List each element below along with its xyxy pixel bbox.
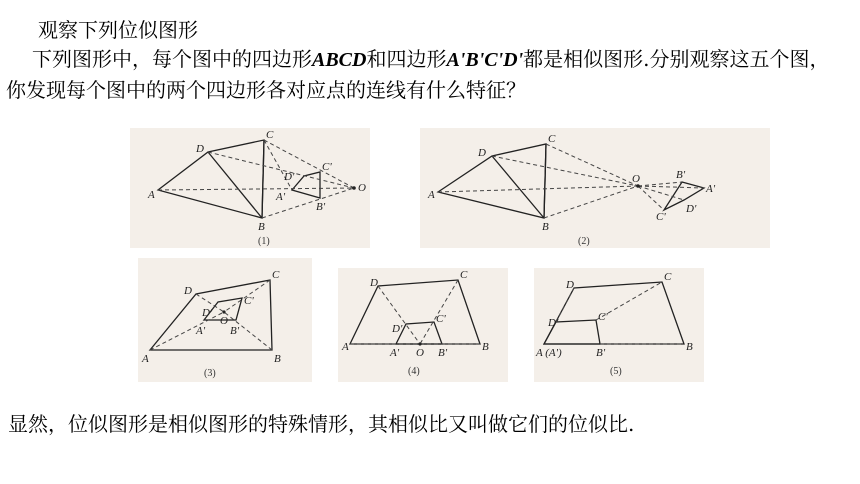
fig5-label-d: D (566, 279, 574, 291)
fig5-label-b1: B' (596, 347, 606, 359)
fig2-label-b: B (542, 221, 549, 233)
fig4-caption: (4) (408, 366, 420, 377)
question-paragraph (6, 44, 846, 105)
fig4-label-d: D (370, 277, 378, 289)
figure-3-panel (138, 258, 312, 382)
quad-a1b1c1d1: A'B'C'D' (446, 49, 524, 71)
fig4-label-a: A (342, 341, 349, 353)
figure-1-panel (130, 128, 370, 248)
fig3-label-b: B (274, 353, 281, 365)
fig1-label-a1: A' (276, 191, 286, 203)
fig3-label-o: O (220, 315, 228, 327)
section-heading: 观察下列位似图形 (38, 18, 198, 42)
fig4-label-d1: D' (392, 323, 403, 335)
fig4-label-b: B (482, 341, 489, 353)
figure-4-panel (338, 268, 508, 382)
fig3-label-d1: D' (202, 307, 213, 319)
figure-2 (420, 128, 770, 248)
fig3-caption: (3) (204, 368, 216, 379)
fig2-label-c1: C' (656, 211, 666, 223)
figure-5 (534, 268, 704, 382)
fig1-label-c: C (266, 129, 274, 141)
fig3-label-c: C (272, 269, 280, 281)
fig3-label-b1: B' (230, 325, 240, 337)
fig3-label-c1: C' (244, 295, 254, 307)
figure-5-panel (534, 268, 704, 382)
fig1-label-d: D (196, 143, 204, 155)
fig1-label-a: A (148, 189, 155, 201)
fig5-label-b: B (686, 341, 693, 353)
figure-3 (138, 258, 312, 382)
conclusion-text: 显然，位似图形是相似图形的特殊情形，其相似比又叫做它们的位似比. (8, 412, 635, 436)
para-part2: 和四边形 (366, 47, 447, 71)
fig5-caption: (5) (610, 366, 622, 377)
figure-2-panel (420, 128, 770, 248)
fig4-label-a1: A' (390, 347, 400, 359)
fig4-label-c1: C' (436, 313, 446, 325)
fig1-label-b: B (258, 221, 265, 233)
figure-4 (338, 268, 508, 382)
fig2-label-a: A (428, 189, 435, 201)
para-part3: 都是相似图形.分别观察这五个图，你发现每个图中的两个四边形各对应点的连线有什么特征？ (6, 47, 830, 102)
fig4-label-b1: B' (438, 347, 448, 359)
quad-abcd: ABCD (312, 49, 367, 71)
para-part1: 下列图形中，每个图中的四边形 (32, 47, 312, 71)
fig2-label-b1: B' (676, 169, 686, 181)
fig2-label-a1: A' (706, 183, 716, 195)
fig2-label-c: C (548, 133, 556, 145)
fig2-caption: (2) (578, 236, 590, 247)
fig4-label-c: C (460, 269, 468, 281)
fig1-label-o: O (358, 182, 366, 194)
fig4-label-o: O (416, 347, 424, 359)
fig1-label-d1: D' (284, 171, 295, 183)
fig5-label-a-a1: A (A') (536, 347, 562, 359)
fig5-label-c: C (664, 271, 672, 283)
fig3-label-a1: A' (196, 325, 206, 337)
fig3-label-d: D (184, 285, 192, 297)
fig2-label-o: O (632, 173, 640, 185)
fig1-caption: (1) (258, 236, 270, 247)
fig2-label-d: D (478, 147, 486, 159)
fig5-label-c1: C' (598, 311, 608, 323)
fig3-label-a: A (142, 353, 149, 365)
fig1-label-b1: B' (316, 201, 326, 213)
fig2-label-d1: D' (686, 203, 697, 215)
fig5-label-d1: D' (548, 317, 559, 329)
fig1-label-c1: C' (322, 161, 332, 173)
figure-1 (130, 128, 370, 248)
